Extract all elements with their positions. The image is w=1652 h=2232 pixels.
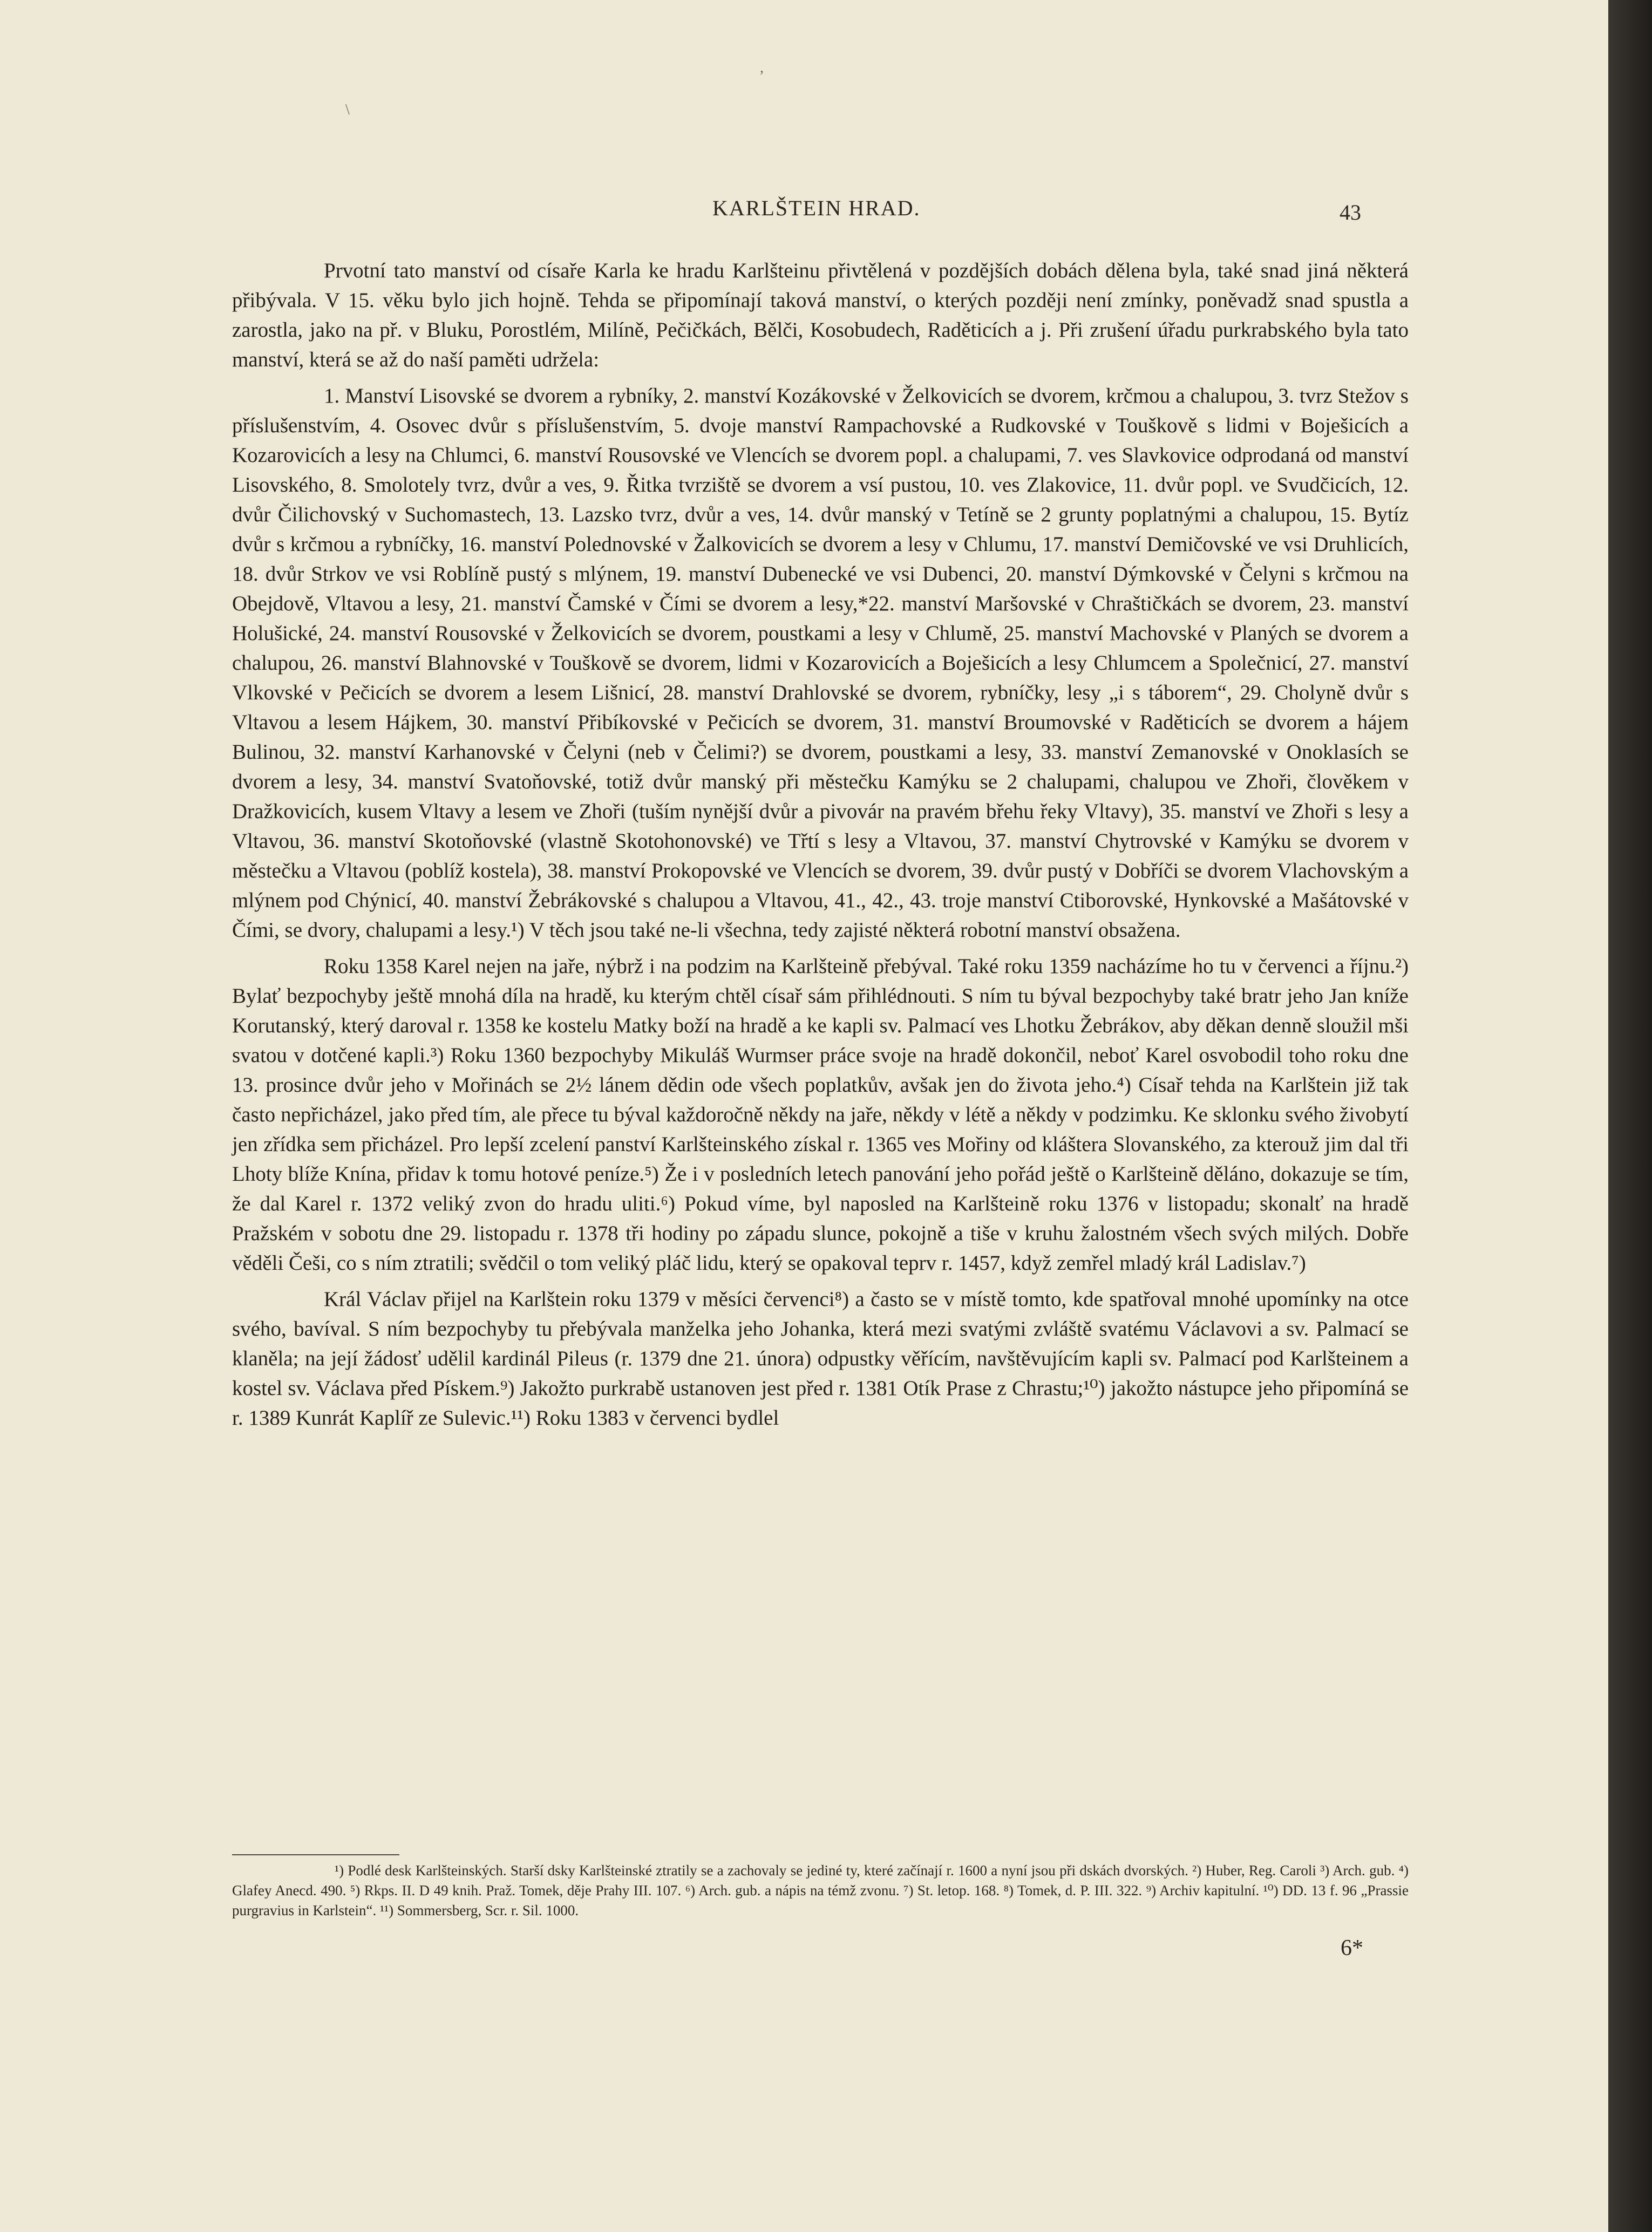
scan-edge: [1608, 0, 1652, 2232]
signature-mark: 6*: [1341, 1936, 1363, 1961]
footnotes: ¹) Podlé desk Karlšteinských. Starší dsky Karlšteinské ztratily se a zachovaly se jediné ty, které začínají r. 1600 a nyní jsou při dskách dvorských. ²) Huber, Reg. Caroli ³) Arch. gub. ⁴) Glafey Anecd. 490. ⁵) Rkps. II. D 49 knih. Praž. Tomek, děje Prahy III. 107. ⁶) Arch. gub. a nápis na témž zvonu. ⁷) St. letop. 168. ⁸) Tomek, d. P. III. 322. ⁹) Archiv kapitulní. ¹⁰) DD. 13 f. 96 „Prassie purgravius in Karlstein“. ¹¹) Sommersberg, Scr. r. Sil. 1000.: [232, 1862, 1409, 1918]
paragraph-vaclav: Král Václav přijel na Karlštein roku 1379 v měsíci červenci⁸) a často se v místě tomto, kde spatřoval mnohé upomínky na otce svého, bavíval. S ním bezpochyby tu přebývala manželka jeho Johanka, která mezi svatými zvláště svatému Václavovi a sv. Palmací se klaněla; na její žádosť udělil kardinál Pileus (r. 1379 dne 21. února) odpustky věřícím, navštěvujícím kapli sv. Palmací pod Karlšteinem a kostel sv. Václava před Pískem.⁹) Jakožto purkrabě ustanoven jest před r. 1381 Otík Prase z Chrastu;¹⁰) jakožto nástupce jeho připomíná se r. 1389 Kunrát Kaplíř ze Sulevic.¹¹) Roku 1383 v červenci bydlel: [232, 1288, 1409, 1430]
footnote-divider: [232, 1854, 399, 1855]
paragraph-intro: Prvotní tato manství od císaře Karla ke hradu Karlšteinu přivtělená v pozdějších dobách dělena byla, také snad jiná některá přibývala. V 15. věku bylo jich hojně. Tehda se připomínají taková manství, o kterých později není zmínky, poněvadž snad spustla a zarostla, jako na př. v Bluku, Porostlém, Milíně, Pečičkách, Bělči, Kosobudech, Raděticích a j. Při zrušení úřadu purkrabského byla tato manství, která se až do naší paměti udržela:: [232, 259, 1409, 371]
running-header-title: KARLŠTEIN HRAD.: [712, 196, 921, 220]
body-text: [232, 256, 1409, 1439]
page-speck: \: [345, 101, 350, 118]
paragraph-karel: Roku 1358 Karel nejen na jaře, nýbrž i na podzim na Karlšteině přebýval. Také roku 1359 nacházíme ho tu v červenci a říjnu.²) Bylať bezpochyby ještě mnohá díla na hradě, ku kterým chtěl císař sám přihlédnouti. S ním tu býval bezpochyby také bratr jeho Jan kníže Korutanský, který daroval r. 1358 ke kostelu Matky boží na hradě a ke kapli sv. Palmací ves Lhotku Žebrákov, aby děkan denně sloužil mši svatou v dotčené kapli.³) Roku 1360 bezpochyby Mikuláš Wurmser práce svoje na hradě dokončil, neboť Karel osvobodil toho roku dne 13. prosince dvůr jeho v Mořinách se 2½ lánem dědin ode všech poplatkův, avšak jen do života jeho.⁴) Císař tehda na Karlštein již tak často nepřicházel, jako před tím, ale přece tu býval každoročně někdy na jaře, někdy v létě a někdy v podzimku. Ke sklonku svého živobytí jen zřídka sem přicházel. Pro lepší zcelení panství Karlšteinského získal r. 1365 ves Mořiny od kláštera Slovanského, za kterouž jim dal tři Lhoty blíže Knína, přidav k tomu hotové peníze.⁵) Že i v posledních letech panování jeho pořád ještě o Karlšteině děláno, dokazuje se tím, že dal Karel r. 1372 veliký zvon do hradu uliti.⁶) Pokud víme, byl naposled na Karlšteině roku 1376 v listopadu; skonalť na hradě Pražském v sobotu dne 29. listopadu r. 1378 tři hodiny po západu slunce, pokojně a tiše v kruhu žalostném všech svých milých. Dobře věděli Češi, co s ním ztratili; svědčil o tom veliký pláč lidu, který se opakoval teprv r. 1457, když zemřel mladý král Ladislav.⁷): [232, 955, 1409, 1275]
page-speck: ,: [760, 59, 764, 76]
paragraph-fief-list: 1. Manství Lisovské se dvorem a rybníky, 2. manství Kozákovské v Želkovicích se dvorem, krčmou a chalupou, 3. tvrz Stežov s příslušenstvím, 4. Osovec dvůr s příslušenstvím, 5. dvoje manství Rampachovské a Rudkovské v Touškově s lidmi v Boješicích a Kozarovicích a lesy na Chlumci, 6. manství Rousovské ve Vlencích se dvorem popl. a chalupami, 7. ves Slavkovice odprodaná od manství Lisovského, 8. Smolotely tvrz, dvůr a ves, 9. Řitka tvrziště se dvorem a vsí pustou, 10. ves Zlakovice, 11. dvůr popl. ve Svudčicích, 12. dvůr Čilichovský v Suchomastech, 13. Lazsko tvrz, dvůr a ves, 14. dvůr manský v Tetíně se 2 grunty poplatnými a chalupou, 15. Bytíz dvůr s krčmou a rybníčky, 16. manství Polednovské v Žalkovicích se dvorem a lesy v Chlumu, 17. manství Demičovské ve vsi Druhlicích, 18. dvůr Strkov ve vsi Roblíně pustý s mlýnem, 19. manství Dubenecké ve vsi Dubenci, 20. manství Dýmkovské v Čelyni s krčmou na Obejdově, Vltavou a lesy, 21. manství Čamské v Čími se dvorem a lesy,*22. manství Maršovské v Chraštičkách se dvorem, 23. manství Holušické, 24. manství Rousovské v Želkovicích se dvorem, poustkami a lesy v Chlumě, 25. manství Machovské v Planých se dvorem a chalupou, 26. manství Blahnovské v Touškově se dvorem, lidmi v Kozarovicích a Boješicích a lesy Chlumcem a Společnicí, 27. manství Vlkovské v Pečicích se dvorem a lesem Lišnicí, 28. manství Drahlovské se dvorem, rybníčky, lesy „i s táborem“, 29. Cholyně dvůr s Vltavou a lesem Hájkem, 30. manství Přibíkovské v Pečicích se dvorem, 31. manství Broumovské v Raděticích se dvorem a hájem Bulinou, 32. manství Karhanovské v Čelyni (neb v Čelimi?) se dvorem, poustkami a lesy, 33. manství Zemanovské v Onoklasích se dvorem a lesy, 34. manství Svatoňovské, totiž dvůr manský při městečku Kamýku se 2 chalupami, chalupou ve Zhoři, člověkem v Dražkovicích, kusem Vltavy a lesem ve Zhoři (tuším nynější dvůr a pivovár na pravém břehu řeky Vltavy), 35. manství ve Zhoři s lesy a Vltavou, 36. manství Skotoňovské (vlastně Skotohonovské) ve Třtí s lesy a Vltavou, 37. manství Chytrovské v Kamýku se dvorem v městečku a Vltavou (poblíž kostela), 38. manství Prokopovské ve Vlencích se dvorem, 39. dvůr pustý v Dobříči se dvorem Vlachovským a mlýnem pod Chýnicí, 40. manství Žebrákovské s chalupou a Vltavou, 41., 42., 43. troje manství Ctiborovské, Hynkovské a Mašátovské v Čími, se dvory, chalupami a lesy.¹) V těch jsou také ne-li všechna, tedy zajisté některá robotní manství obsažena.: [232, 384, 1409, 942]
page-number: 43: [1340, 200, 1361, 224]
